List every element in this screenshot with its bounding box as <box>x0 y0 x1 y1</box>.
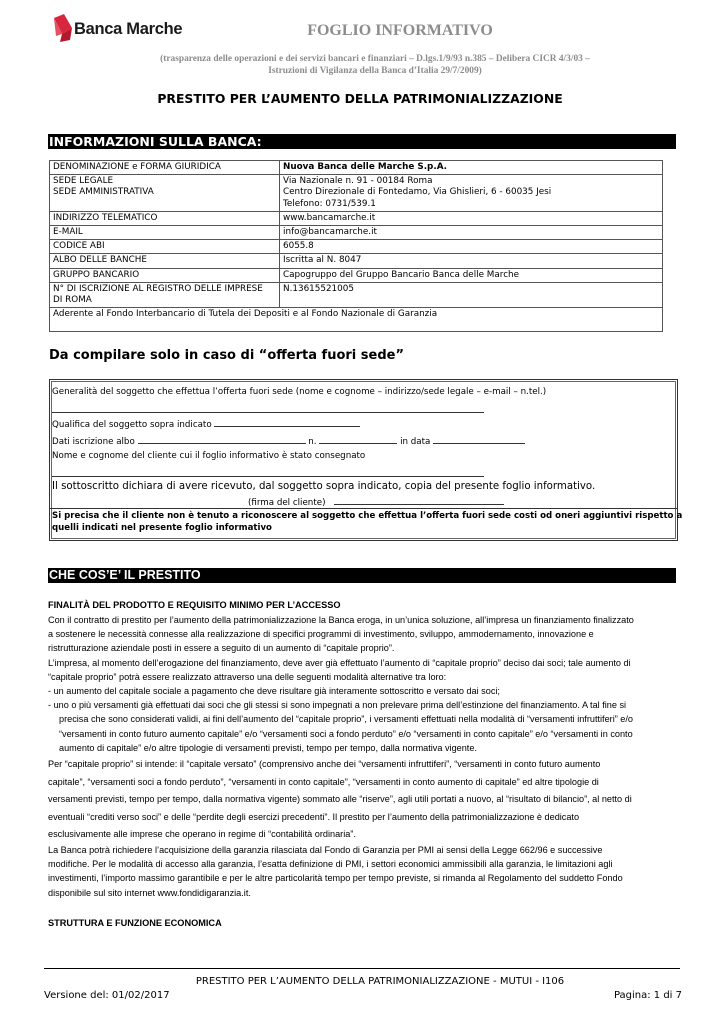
paragraph-line: versamenti previsti, tempo per tempo, dalla normativa vigente) sommato alle “riserve”, agli utili portati a nuovo, al “risultato di bilancio”, al netto di <box>48 794 632 805</box>
paragraph-line: “capitale proprio” potrà essere realizzato attraverso una delle seguenti modalità alternative tra loro: <box>48 671 447 682</box>
loan-heading: CHE COS’E’ IL PRESTITO <box>49 568 201 582</box>
list-item-continuation: “versamenti in conto futuro aumento capitale” e/o “versamenti soci a fondo perduto” e/o “versamenti in conto capitale” e/o “versamenti in conto <box>59 728 633 739</box>
list-item: - uno o più versamenti già effettuati dai soci che gli stessi si sono impegnati a non prelevare prima dell’estinzione del finanziamento. A tal fine si <box>48 700 627 711</box>
paragraph-line: modifiche. Per le modalità di accesso alla garanzia, l’esatta definizione di PMI, i settori economici ammissibili alla garanzia, le limitazioni agli <box>48 859 613 870</box>
table-row <box>50 308 663 332</box>
table-cell-value: info@bancamarche.it <box>280 226 663 240</box>
table-row <box>50 226 663 240</box>
paragraph-line: disponibile sul sito internet www.fondidigaranzia.it. <box>48 887 251 898</box>
paragraph-line: L’impresa, al momento dell’erogazione del finanziamento, deve aver già effettuato l’aumento di “capitale proprio” deciso dai soci; tale aumento di <box>48 657 631 668</box>
offsite-form-box <box>49 379 683 541</box>
footer-page-number: Pagina: 1 di 7 <box>613 990 682 1001</box>
bank-logo-text: Banca Marche <box>74 20 183 38</box>
paragraph-line: esclusivamente alle imprese che operano in regime di “contabilità ordinaria”. <box>48 829 356 840</box>
footer-title: PRESTITO PER L’AUMENTO DELLA PATRIMONIALIZZAZIONE - MUTUI - I106 <box>195 976 565 987</box>
value-line: Centro Direzionale di Fontedamo, Via Ghislieri, 6 - 60035 Jesi <box>283 187 552 198</box>
table-cell-value: 6055.8 <box>280 240 663 254</box>
table-cell-label <box>50 282 280 307</box>
bank-info-table <box>49 160 663 332</box>
table-cell-value: N.13615521005 <box>280 282 663 307</box>
subtitle-line: Istruzioni di Vigilanza della Banca d’Italia 29/7/2009) <box>268 66 482 76</box>
loan-subheading-structure: STRUTTURA E FUNZIONE ECONOMICA <box>48 918 222 928</box>
albo-label: Dati iscrizione albo <box>52 437 135 447</box>
paragraph-line: La Banca potrà richiedere l’acquisizione della garanzia rilasciata dal Fondo di Garanzia per PMI ai sensi della Legge 662/96 e successive <box>48 845 603 855</box>
paragraph-line: a sostenere le necessità connesse alla realizzazione di specifici programmi di investimento, sviluppo, ammodernamento, innovazione e <box>48 629 594 640</box>
table-row <box>50 161 663 175</box>
offsite-line-signature <box>248 496 504 508</box>
label-line: DI ROMA <box>53 295 92 306</box>
bank-logo-mark-icon <box>52 14 74 42</box>
table-cell-value: Iscritta al N. 8047 <box>280 254 663 268</box>
table-cell-label: DENOMINAZIONE e FORMA GIURIDICA <box>50 161 280 175</box>
qualifica-label: Qualifica del soggetto sopra indicato <box>52 420 212 430</box>
albo-date-label: in data <box>400 437 431 447</box>
table-cell-label: CODICE ABI <box>50 240 280 254</box>
table-row <box>50 268 663 282</box>
bank-logo <box>52 14 212 44</box>
label-line: SEDE LEGALE <box>53 176 114 187</box>
albo-date-fill-line[interactable] <box>433 435 525 444</box>
offsite-note-line: quelli indicati nel presente foglio informativo <box>52 523 272 533</box>
offsite-line-qualifica <box>52 418 360 430</box>
albo-number-label: n. <box>308 437 317 447</box>
offsite-line-generalita: Generalità del soggetto che effettua l’offerta fuori sede (nome e cognome – indirizzo/sede legale – e-mail – n.tel.) <box>52 387 547 397</box>
footer-divider <box>44 968 680 969</box>
offsite-heading: Da compilare solo in caso di “offerta fuori sede” <box>49 348 404 363</box>
signature-label: (firma del cliente) <box>248 498 326 508</box>
paragraph-line: investimenti, l’importo massimo garantibile e per le altre particolarità tempo per tempo previste, si rimanda al Regolamento del suddetto Fondo <box>48 873 623 884</box>
offsite-separator <box>50 508 677 509</box>
paragraph-line: eventuali “crediti verso soci” e delle “perdite degli esercizi precedenti”. Il prestito per l’aumento della patrimonializzazione è dedicato <box>48 811 580 822</box>
loan-subheading: FINALITÀ DEL PRODOTTO E REQUISITO MINIMO PER L’ACCESSO <box>48 600 341 610</box>
document-subtitle <box>120 53 630 77</box>
paragraph-line: ristrutturazione aziendale posti in essere a seguito di un aumento di “capitale proprio”. <box>48 643 395 654</box>
loan-heading-bar <box>48 568 676 583</box>
table-row <box>50 240 663 254</box>
loan-paragraph-block <box>48 613 678 755</box>
paragraph-line: capitale”, “versamenti soci a fondo perduto”, “versamenti in conto capitale”, “versamenti in conto aumento di capitale” ed altre tipologie di <box>48 776 599 787</box>
table-cell-footer: Aderente al Fondo Interbancario di Tutela dei Depositi e al Fondo Nazionale di Garanzia <box>50 308 663 332</box>
loan-paragraph-block <box>48 843 678 900</box>
footer-version: Versione del: 01/02/2017 <box>44 990 170 1001</box>
table-cell-label: ALBO DELLE BANCHE <box>50 254 280 268</box>
table-cell-value: www.bancamarche.it <box>280 211 663 225</box>
label-line: SEDE AMMINISTRATIVA <box>53 187 154 198</box>
document-title: FOGLIO INFORMATIVO <box>307 22 493 39</box>
bank-info-heading: INFORMAZIONI SULLA BANCA: <box>49 134 262 149</box>
table-cell-value <box>280 175 663 212</box>
fill-in-line[interactable] <box>52 412 484 413</box>
table-cell-label: INDIRIZZO TELEMATICO <box>50 211 280 225</box>
bank-info-heading-bar <box>48 134 676 149</box>
albo-number-fill-line[interactable] <box>319 435 397 444</box>
list-item-continuation: precisa che sono considerati validi, ai fini dell’aumento del “capitale proprio”, i versamenti effettuati nella modalità di “versamenti infruttiferi” e/o <box>59 714 633 725</box>
paragraph-line: Per “capitale proprio” si intende: il “capitale versato” (comprensivo anche dei “versamenti infruttiferi”, “versamenti in conto futuro aumento <box>48 759 601 769</box>
offsite-note-line: Si precisa che il cliente non è tenuto a riconoscere al soggetto che effettua l’offerta fuori sede costi od oneri aggiuntivi rispetto a <box>52 511 683 521</box>
loan-paragraph-block <box>48 756 678 844</box>
fill-in-line[interactable] <box>52 476 484 477</box>
table-cell-label <box>50 175 280 212</box>
offsite-line-declaration: Il sottoscritto dichiara di avere ricevuto, dal soggetto sopra indicato, copia del presente foglio informativo. <box>52 481 596 492</box>
value-line: Via Nazionale n. 91 - 00184 Roma <box>283 176 433 187</box>
table-cell-label: GRUPPO BANCARIO <box>50 268 280 282</box>
table-cell-label: E-MAIL <box>50 226 280 240</box>
paragraph-line: Con il contratto di prestito per l’aumento della patrimonializzazione la Banca eroga, in un’unica soluzione, all’impresa un finanziamento finalizzato <box>48 615 634 625</box>
value-line: Telefono: 0731/539.1 <box>283 198 376 209</box>
list-item: - un aumento del capitale sociale a pagamento che deve risultare già interamente sottoscritto e versato dai soci; <box>48 686 500 697</box>
table-row <box>50 282 663 307</box>
table-row <box>50 211 663 225</box>
offsite-line-cliente: Nome e cognome del cliente cui il foglio informativo è stato consegnato <box>52 451 366 461</box>
table-row <box>50 175 663 212</box>
table-cell-value: Nuova Banca delle Marche S.p.A. <box>280 161 663 175</box>
subtitle-line: (trasparenza delle operazioni e dei servizi bancari e finanziari – D.lgs.1/9/93 n.385 – Delibera CICR 4/3/03 – <box>160 54 590 64</box>
list-item-continuation: aumento di capitale” e/o altre tipologie di versamenti previsti, tempo per tempo, dalla normativa vigente. <box>59 742 477 753</box>
label-line: N° DI ISCRIZIONE AL REGISTRO DELLE IMPRESE <box>53 283 263 294</box>
product-title: PRESTITO PER L’AUMENTO DELLA PATRIMONIALIZZAZIONE <box>157 91 563 106</box>
table-row <box>50 254 663 268</box>
albo-fill-line[interactable] <box>138 435 306 444</box>
offsite-line-albo <box>52 435 525 447</box>
qualifica-fill-line[interactable] <box>214 418 360 427</box>
signature-fill-line[interactable] <box>334 496 504 505</box>
table-cell-value: Capogruppo del Gruppo Bancario Banca delle Marche <box>280 268 663 282</box>
